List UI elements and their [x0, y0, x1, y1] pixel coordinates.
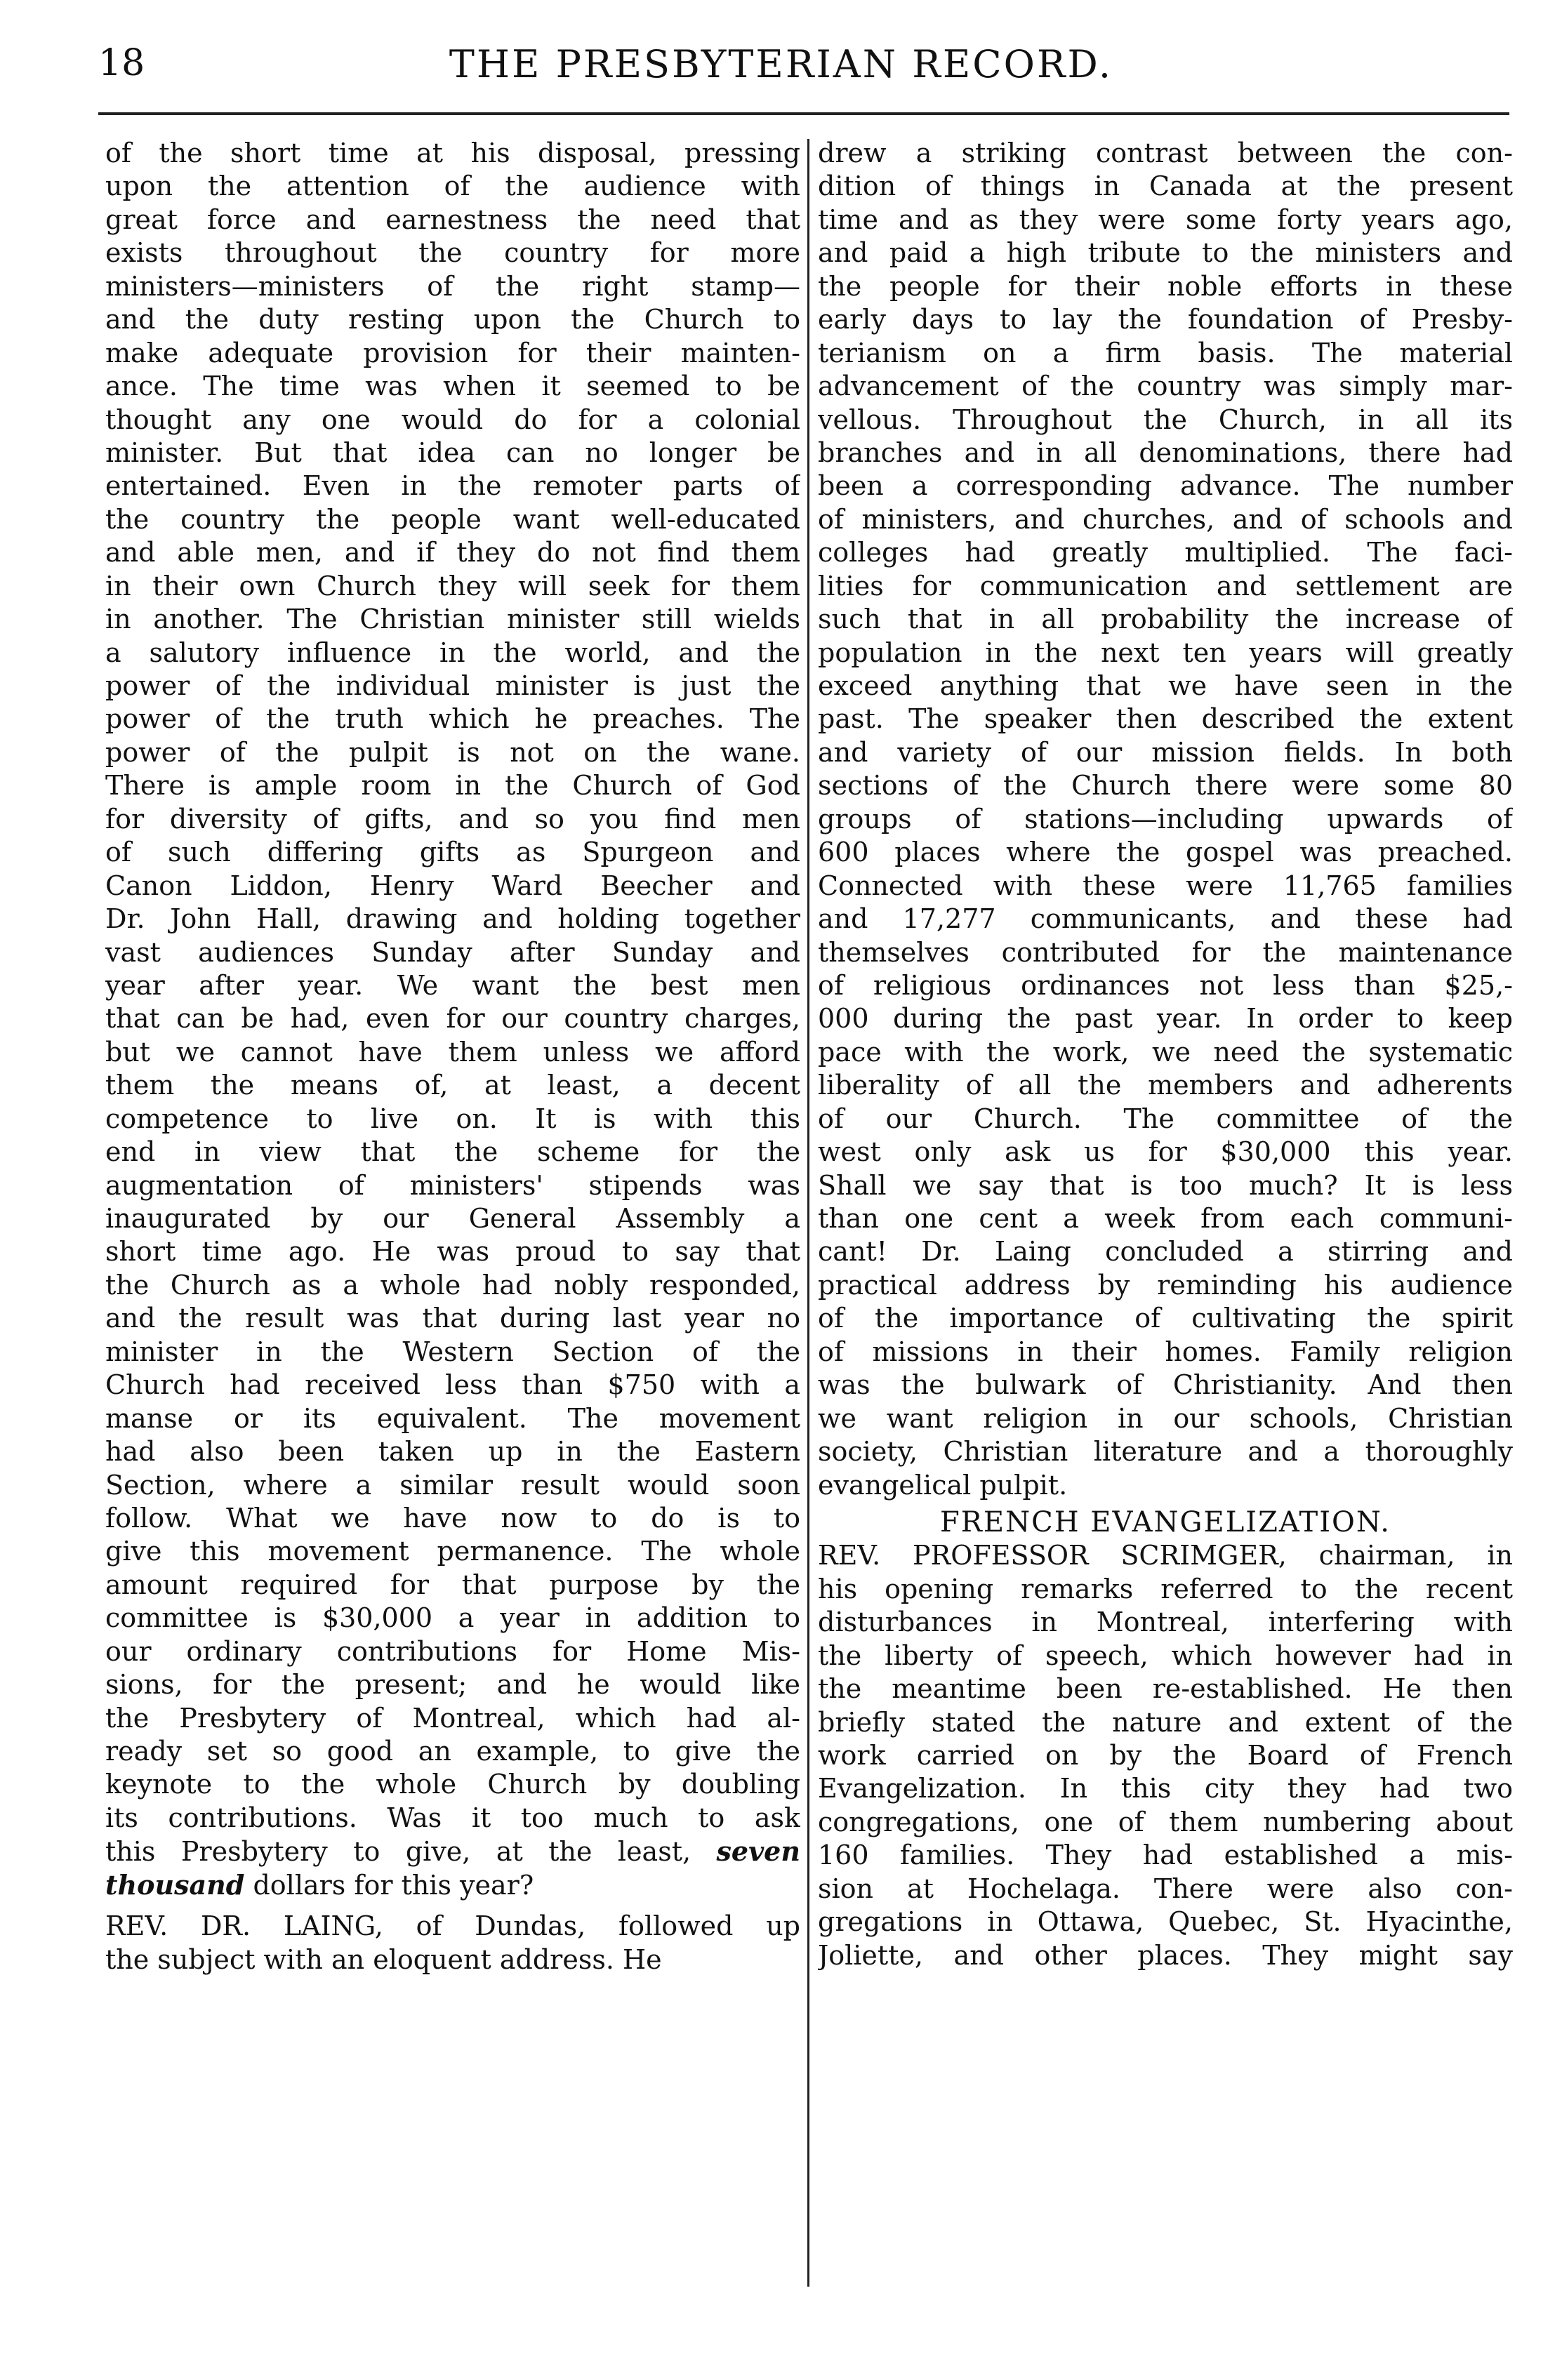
text-line: vellous. Throughout the Church, in all its [818, 404, 1513, 435]
right-column-body-continued [818, 1539, 1513, 1972]
text-line: 000 during the past year. In order to keep [818, 1003, 1513, 1035]
text-line: his opening remarks referred to the recent [818, 1573, 1513, 1604]
text-line [105, 1868, 800, 1901]
text-line: its contributions. Was it too much to ask [105, 1802, 800, 1833]
text-line: There is ample room in the Church of God [105, 770, 800, 802]
text-line: ance. The time was when it seemed to be [105, 371, 800, 402]
text-line: of ministers, and churches, and of schools and [818, 503, 1513, 535]
text-line: a salutory influence in the world, and the [105, 637, 800, 668]
text-line: disturbances in Montreal, interfering with [818, 1607, 1513, 1638]
text-line: of the importance of cultivating the spirit [818, 1303, 1513, 1334]
text-line: give this movement permanence. The whole [105, 1536, 800, 1567]
text-line: evangelical pulpit. [818, 1469, 1068, 1501]
text-line: Connected with these were 11,765 families [818, 870, 1513, 901]
text-line: of such differing gifts as Spurgeon and [105, 837, 800, 868]
text-line: time and as they were some forty years ago, [818, 204, 1513, 235]
text-line: in their own Church they will seek for them [105, 570, 800, 601]
text-line: drew a striking contrast between the con- [818, 138, 1513, 168]
text-line: the Church as a whole had nobly responded, [105, 1269, 800, 1301]
publication-title: THE PRESBYTERIAN RECORD. [449, 42, 1113, 86]
text-line: minister in the Western Section of the [105, 1336, 800, 1367]
text-line: early days to lay the foundation of Presby- [818, 304, 1513, 335]
text-fragment: dollars for this year? [253, 1869, 534, 1901]
text-line: we want religion in our schools, Christian [818, 1402, 1513, 1434]
text-line: Dr. John Hall, drawing and holding together [105, 903, 800, 935]
text-line: augmentation of ministers' stipends was [105, 1169, 800, 1201]
text-line: Evangelization. In this city they had two [818, 1773, 1513, 1804]
text-line: cant! Dr. Laing concluded a stirring and [818, 1236, 1513, 1268]
text-line: REV. DR. LAING, of Dundas, followed up [105, 1910, 800, 1942]
text-line: great force and earnestness the need that [105, 204, 800, 235]
left-column-body [105, 137, 800, 1868]
text-line: year after year. We want the best men [105, 969, 800, 1001]
text-line: vast audiences Sunday after Sunday and [105, 936, 800, 968]
text-line: was the bulwark of Christianity. And then [818, 1369, 1513, 1401]
text-line: exists throughout the country for more [105, 237, 800, 269]
text-line: 160 families. They had established a mis- [818, 1840, 1513, 1871]
text-line: upon the attention of the audience with [105, 171, 800, 202]
text-line: thought any one would do for a colonial [105, 404, 800, 435]
text-line: the subject with an eloquent address. He [105, 1943, 662, 1975]
text-line: competence to live on. It is with this [105, 1103, 800, 1134]
text-line: manse or its equivalent. The movement [105, 1402, 800, 1434]
text-line: but we cannot have them unless we afford [105, 1036, 800, 1068]
text-line: population in the next ten years will greatly [818, 637, 1513, 668]
text-line: and variety of our mission fields. In both [818, 736, 1513, 768]
text-line: inaugurated by our General Assembly a [105, 1203, 800, 1234]
text-line: entertained. Even in the remoter parts of [105, 470, 800, 502]
text-line: the Presbytery of Montreal, which had al- [105, 1702, 800, 1734]
text-line: liberality of all the members and adherents [818, 1070, 1513, 1101]
text-line: themselves contributed for the maintenance [818, 936, 1513, 968]
text-line: power of the individual minister is just the [105, 670, 800, 701]
text-line: and the duty resting upon the Church to [105, 304, 800, 335]
text-line: than one cent a week from each communi- [818, 1203, 1513, 1234]
text-line: keynote to the whole Church by doubling [105, 1769, 800, 1800]
text-line: short time ago. He was proud to say that [105, 1236, 800, 1268]
text-line: Joliette, and other places. They might say [818, 1939, 1513, 1971]
text-line: groups of stations—including upwards of [818, 803, 1513, 835]
text-line: Shall we say that is too much? It is less [818, 1169, 1513, 1201]
text-line: lities for communication and settlement are [818, 570, 1513, 601]
text-line: amount required for that purpose by the [105, 1569, 800, 1600]
text-line: and paid a high tribute to the ministers and [818, 237, 1513, 269]
text-line: committee is $30,000 a year in addition to [105, 1602, 800, 1634]
text-line: that can be had, even for our country charges, [105, 1003, 800, 1035]
text-line: REV. PROFESSOR SCRIMGER, chairman, in [818, 1540, 1513, 1571]
text-line: practical address by reminding his audience [818, 1269, 1513, 1301]
italic-word: thousand [105, 1868, 245, 1901]
text-line: sions, for the present; and he would like [105, 1669, 800, 1701]
text-line: Canon Liddon, Henry Ward Beecher and [105, 870, 800, 901]
text-line: them the means of, at least, a decent [105, 1070, 800, 1101]
text-fragment: this Presbytery to give, at the least, [105, 1836, 717, 1868]
text-line: and able men, and if they do not find them [105, 537, 800, 569]
text-line: ministers—ministers of the right stamp— [105, 270, 800, 302]
text-line: 600 places where the gospel was preached. [818, 837, 1513, 868]
text-line: make adequate provision for their mainten- [105, 337, 800, 368]
text-line: congregations, one of them numbering about [818, 1806, 1513, 1837]
text-line: branches and in all denominations, there had [818, 437, 1513, 468]
text-line: the meantime been re-established. He then [818, 1673, 1513, 1705]
text-line: in another. The Christian minister still wields [105, 604, 800, 635]
text-line: of our Church. The committee of the [818, 1103, 1513, 1134]
page-number: 18 [98, 42, 145, 84]
right-column-body [818, 137, 1513, 1502]
column-divider [807, 139, 809, 2287]
text-line: follow. What we have now to do is to [105, 1502, 800, 1534]
text-line: sections of the Church there were some 80 [818, 770, 1513, 802]
text-line: of religious ordinances not less than $25,- [818, 969, 1513, 1001]
text-line: the country the people want well-educated [105, 503, 800, 535]
text-line: our ordinary contributions for Home Mis- [105, 1635, 800, 1667]
text-line: pace with the work, we need the systematic [818, 1036, 1513, 1068]
text-line: ready set so good an example, to give the [105, 1736, 800, 1767]
left-column [105, 137, 800, 2292]
text-line: society, Christian literature and a thoroughly [818, 1436, 1513, 1468]
text-line: west only ask us for $30,000 this year. [818, 1136, 1513, 1168]
text-line: dition of things in Canada at the present [818, 171, 1513, 202]
text-line: power of the pulpit is not on the wane. [105, 736, 800, 768]
text-line: work carried on by the Board of French [818, 1740, 1513, 1771]
text-line: Section, where a similar result would soon [105, 1469, 800, 1501]
text-line: the people for their noble efforts in these [818, 270, 1513, 302]
text-line: such that in all probability the increase of [818, 604, 1513, 635]
text-line: and the result was that during last year no [105, 1303, 800, 1334]
text-line: been a corresponding advance. The number [818, 470, 1513, 502]
text-line: end in view that the scheme for the [105, 1136, 800, 1168]
text-line: advancement of the country was simply mar- [818, 371, 1513, 402]
header-rule [98, 112, 1509, 115]
text-line: and 17,277 communicants, and these had [818, 903, 1513, 935]
text-line: colleges had greatly multiplied. The faci- [818, 537, 1513, 569]
text-line: of the short time at his disposal, pressing [105, 138, 800, 168]
right-column [818, 137, 1513, 2292]
text-line: the liberty of speech, which however had in [818, 1640, 1513, 1671]
page-header [0, 36, 1562, 100]
text-line: had also been taken up in the Eastern [105, 1436, 800, 1468]
text-line: minister. But that idea can no longer be [105, 437, 800, 468]
text-line: exceed anything that we have seen in the [818, 670, 1513, 701]
text-line [105, 1835, 800, 1868]
text-line: for diversity of gifts, and so you find men [105, 803, 800, 835]
italic-word: seven [716, 1835, 800, 1868]
text-line: power of the truth which he preaches. The [105, 703, 800, 735]
text-line: of missions in their homes. Family religion [818, 1336, 1513, 1367]
text-line: terianism on a firm basis. The material [818, 337, 1513, 368]
text-line: past. The speaker then described the extent [818, 703, 1513, 735]
section-heading: FRENCH EVANGELIZATION. [940, 1505, 1391, 1538]
text-line: briefly stated the nature and extent of the [818, 1706, 1513, 1738]
text-line: sion at Hochelaga. There were also con- [818, 1873, 1513, 1904]
text-line: gregations in Ottawa, Quebec, St. Hyacinthe, [818, 1906, 1513, 1938]
text-line: Church had received less than $750 with a [105, 1369, 800, 1401]
